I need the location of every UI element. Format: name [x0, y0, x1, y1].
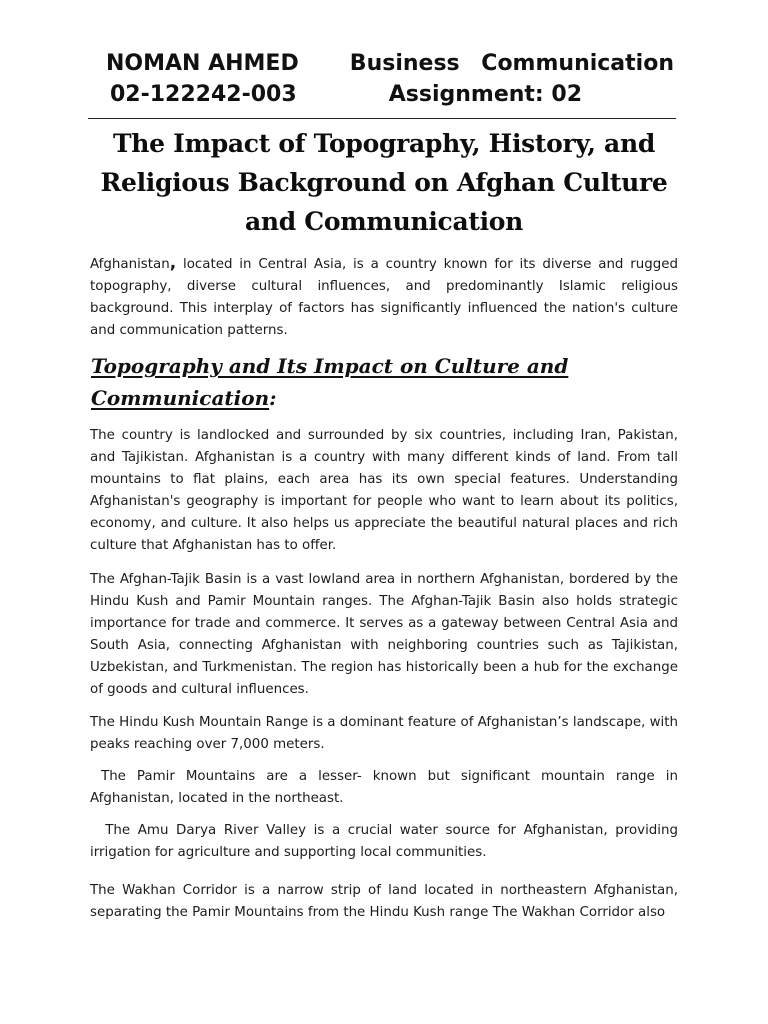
paragraph-landlocked-text-b: land. From tall mountains to flat plains, each area has its own special features. Understanding Afghanistan's geography is important for people who want to learn about its politics, economy, and culture. It also helps us appreciate the beautiful natural places and rich culture that Afghanistan has to offer. — [90, 450, 678, 553]
assignment-number: Assignment: 02 — [388, 82, 582, 107]
document-title: The Impact of Topography, History, and Religious Background on Afghan Culture and Communication — [100, 129, 668, 236]
header-divider — [88, 118, 676, 119]
section-heading — [91, 350, 611, 414]
intro-text: located in Central Asia, is a country known for its diverse and rugged topography, diverse cultural influences, and predominantly Islamic religious background. This interplay of factors has significantly influenced the nation's culture and communication patterns. — [90, 257, 678, 338]
paragraph-pamir — [90, 766, 683, 810]
author-name: NOMAN AHMED — [106, 51, 299, 76]
paragraph-amu-darya — [90, 820, 683, 864]
paragraph-wakhan-text: The Wakhan Corridor is a narrow strip of land located in northeastern Afghanistan, separating the Pamir Mountains from the Hindu Kush range The Wakhan Corridor also — [90, 883, 678, 920]
paragraph-landlocked-emph: many different kinds of — [407, 450, 571, 465]
section-heading-suffix: : — [269, 386, 277, 410]
intro-lead: Afghanistan — [90, 257, 170, 272]
paragraph-afghan-tajik-basin-text: The Afghan-Tajik Basin is a vast lowland area in northern Afghanistan, bordered by the Hindu Kush and Pamir Mountain ranges. The Afghan-Tajik Basin also holds strategic importance for trade and commerce. It serves as a gateway between Central Asia and South Asia, connecting Afghanistan with neighboring countries such as Tajikistan, Uzbekistan, and Turkmenistan. The region has historically been a hub for the exchange of goods and cultural influences. — [90, 572, 678, 697]
course-name: Business Communication — [349, 51, 674, 76]
paragraph-landlocked-text-a: The country is landlocked and surrounded by six countries, including Iran, Pakistan, and Tajikistan. Afghanistan is a country with — [90, 428, 678, 465]
paragraph-pamir-text: The Pamir Mountains are a lesser- known but significant mountain range in Afghanistan, located in the northeast. — [90, 769, 683, 806]
student-id: 02-122242-003 — [110, 82, 297, 107]
paragraph-hindu-kush — [90, 712, 678, 756]
paragraph-wakhan — [90, 880, 678, 924]
intro-paragraph — [90, 252, 678, 342]
paragraph-landlocked — [90, 425, 678, 557]
paragraph-amu-darya-text: The Amu Darya River Valley is a crucial water source for Afghanistan, providing irrigation for agriculture and supporting local communities. — [90, 823, 683, 860]
paragraph-hindu-kush-text: The Hindu Kush Mountain Range is a dominant feature of Afghanistan’s landscape, with peaks reaching over 7,000 meters. — [90, 715, 678, 752]
student-info — [106, 48, 299, 110]
paragraph-afghan-tajik-basin — [90, 569, 678, 701]
section-heading-text: Topography and Its Impact on Culture and Communication — [91, 354, 569, 410]
intro-comma: , — [169, 253, 177, 273]
course-info — [350, 48, 674, 110]
document-header — [88, 46, 678, 120]
